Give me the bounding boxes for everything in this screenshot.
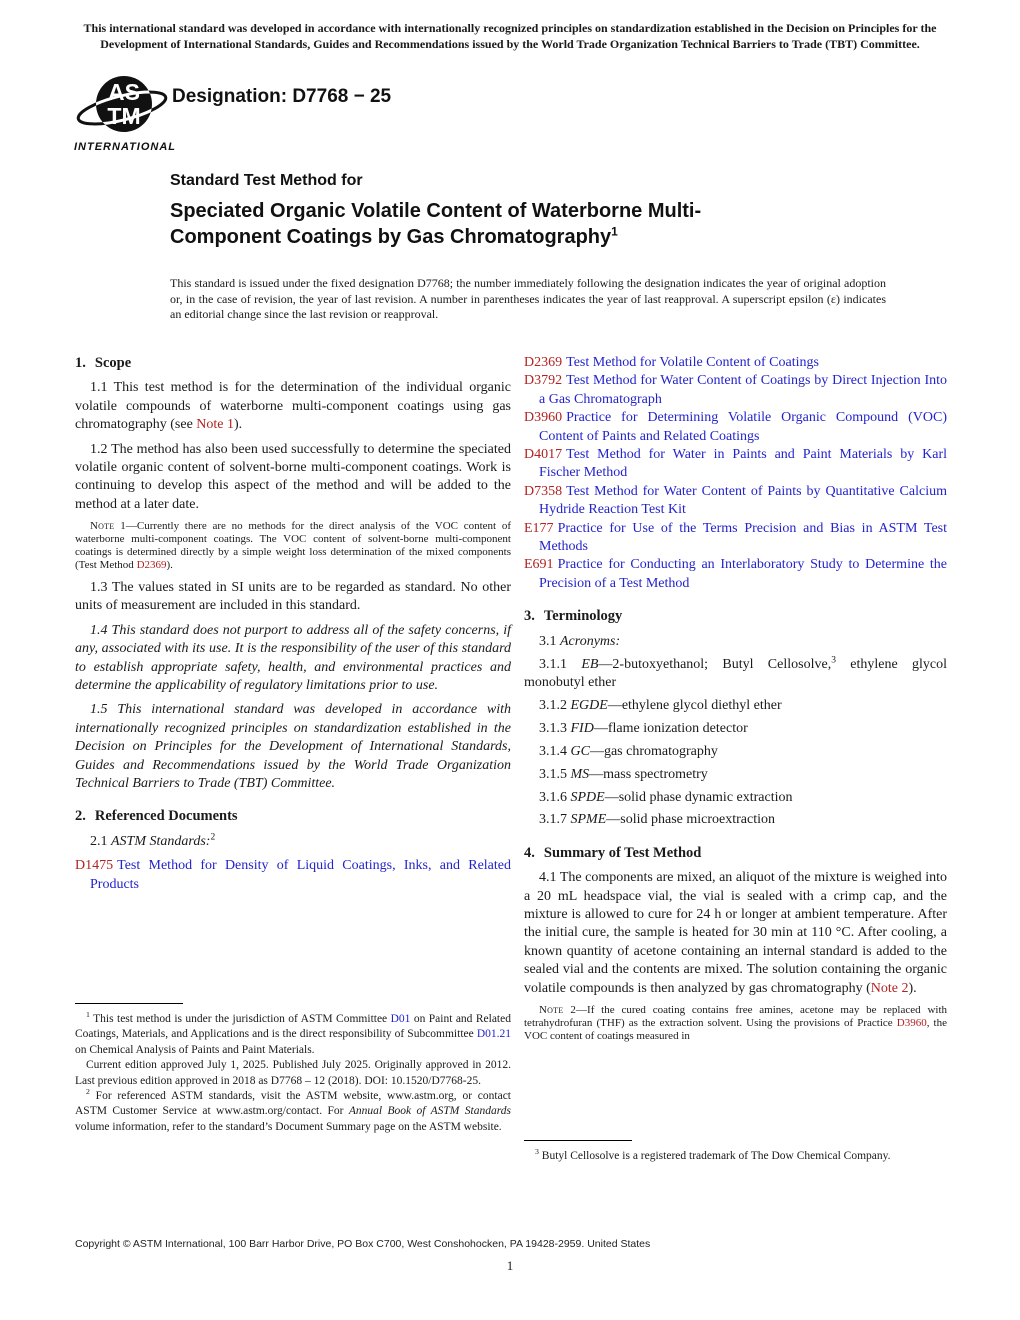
- scope-p-1-1: 1.1 This test method is for the determination of the individual organic volatile compounds of waterborne multi-component coatings using gas chromatography (see Note 1).: [75, 380, 511, 433]
- footnote-rule: [75, 1003, 183, 1004]
- standard-title-link[interactable]: Practice for Conducting an Interlaboratory Study to Determine the Precision of a Test Method: [539, 557, 947, 591]
- scope-p-1-3: 1.3 The values stated in SI units are to be regarded as standard. No other units of measurement are included in this standard.: [75, 579, 511, 614]
- referenced-standard-d3960: [524, 409, 947, 446]
- document-title: [170, 172, 910, 250]
- d3960-link[interactable]: D3960: [896, 1017, 927, 1029]
- astm-standards-lead: 2.1 ASTM Standards:$^2$: [90, 832, 216, 849]
- issued-statement: This standard is issued under the fixed designation D7768; the number immediately following the designation indicates the year of original adoption or, in the case of revision, the year of last revision. A number in parentheses indicates the year of last reapproval. A superscript epsilon (ε) indicates an editorial change since the last revision or reapproval.: [170, 276, 886, 321]
- note-1-link[interactable]: Note 1: [196, 417, 235, 433]
- standard-title-link[interactable]: Test Method for Water Content of Paints by Quantitative Calcium Hydride Reaction Test Kit: [539, 483, 947, 518]
- standard-designation-link[interactable]: D2369: [524, 355, 563, 370]
- standard-designation-link[interactable]: D3960: [524, 410, 563, 426]
- referenced-standard-e177: [524, 520, 947, 557]
- logo-letters-top: AS: [108, 79, 140, 105]
- footnote-3-marker: 3: [831, 654, 836, 665]
- standard-title-link[interactable]: Test Method for Water Content of Coatings by Direct Injection Into a Gas Chromatograph: [539, 373, 947, 407]
- scope-p-1-5: 1.5 This international standard was developed in accordance with internationally recognized principles on standardization established in the Decision on Principles for the Development of International Standards, Guides and Recommendations issued by the World Trade Organization Technical Barriers to Trade (TBT) Committee.: [75, 702, 511, 791]
- terminology-term-fid: 3.1.3 FID—flame ionization detector: [539, 720, 748, 736]
- scope-p-1-4: 1.4 This standard does not purport to address all of the safety concerns, if any, associated with its use. It is the responsibility of the user of this standard to establish appropriate safety, health, and environmental practices and determine the applicability of regulatory limitations prior to use.: [75, 622, 511, 693]
- terminology-term-egde: 3.1.2 EGDE—ethylene glycol diethyl ether: [539, 697, 782, 713]
- d01-committee-link[interactable]: D01: [390, 1013, 411, 1025]
- standard-designation-link[interactable]: E691: [524, 557, 554, 573]
- note-2: Note 2—If the cured coating contains free amines, acetone may be replaced with tetrahydrofuran (THF) as the extraction solvent. Using the provisions of Practice D3960, the VOC content of coatings measured in: [524, 1004, 948, 1042]
- footnote-rule: [524, 1140, 632, 1141]
- referenced-standard-e691: [524, 556, 947, 593]
- terminology-term-gc: 3.1.4 GC—gas chromatography: [539, 743, 718, 759]
- standard-designation-link[interactable]: D1475: [75, 858, 114, 874]
- footnote-2-marker: 2: [210, 832, 216, 843]
- standard-designation-link[interactable]: D3792: [524, 373, 563, 389]
- footnote-1: $^1$ This test method is under the jurisdiction of ASTM Committee D01 on Paint and Related Coatings, Materials, and Applications and is the direct responsibility of Subcommittee D01.21 on Chemical Analysis of Paints and Paint Materials.: [75, 1010, 511, 1056]
- left-column: [75, 352, 511, 894]
- title-footnote-marker: 1: [611, 224, 618, 239]
- terminology-term-eb: 3.1.1 EB—2-butoxyethanol; Butyl Cellosolve,$^3$ ethylene glycol monobutyl ether: [524, 654, 948, 690]
- title-line-3: Component Coatings by Gas Chromatography$^1$: [170, 224, 618, 248]
- footnote-3: $^3$ Butyl Cellosolve is a registered trademark of The Dow Chemical Company.: [535, 1147, 891, 1162]
- terminology-heading: 3. Terminology: [524, 608, 623, 625]
- footnote-1-edition: Current edition approved July 1, 2025. Published July 2025. Originally approved in 2012. Last previous edition approved in 2018 as D7768 – 12 (2018). DOI: 10.1520/D7768-25.: [75, 1059, 511, 1087]
- referenced-standard-d3792: [524, 372, 947, 409]
- referenced-documents-heading: 2. Referenced Documents: [75, 808, 238, 825]
- astm-logo: [74, 72, 264, 153]
- referenced-standard-d2369: [524, 354, 947, 372]
- logo-letters-bottom: TM: [107, 103, 141, 129]
- referenced-standard-d1475: [75, 857, 511, 894]
- designation-text: Designation: D7768 − 25: [172, 86, 392, 107]
- d2369-link[interactable]: D2369: [136, 558, 167, 571]
- summary-p-4-1: 4.1 The components are mixed, an aliquot of the mixture is weighed into a 20 mL headspace vial, the vial is sealed with a crimp cap, and the mixture is allowed to cure for 24 h or longer at ambient temperature. After the initial cure, the sample is heated for 30 min at 110 °C. After cooling, a known quantity of acetone containing an internal standard is added to the sealed vial and the contents are mixed. The solution containing the organic volatile compounds is then analyzed by gas chromatography (Note 2).: [524, 870, 947, 996]
- right-footnotes: [524, 1140, 947, 1164]
- standard-designation-link[interactable]: D4017: [524, 447, 563, 463]
- copyright-text: Copyright © ASTM International, 100 Barr Harbor Drive, PO Box C700, West Conshohocken, PA 19428-2959. United States: [75, 1238, 651, 1250]
- standard-title-link[interactable]: Test Method for Density of Liquid Coatings, Inks, and Related Products: [90, 858, 511, 892]
- note-1: Note 1—Currently there are no methods for the direct analysis of the VOC content of waterborne multi-component coatings. The VOC content of solvent-borne multi-component coatings is determined directly by a simple weight loss determination of the mixed components (Test Method D2369).: [75, 520, 511, 571]
- referenced-standard-d4017: [524, 446, 947, 483]
- terminology-acronyms-lead: 3.1 Acronyms:: [539, 633, 621, 649]
- title-kicker: Standard Test Method for: [170, 172, 363, 189]
- scope-heading: 1. Scope: [75, 355, 132, 371]
- terminology-term-spde: 3.1.6 SPDE—solid phase dynamic extraction: [539, 789, 793, 805]
- d01-21-subcommittee-link[interactable]: D01.21: [476, 1028, 511, 1041]
- title-line-2: Speciated Organic Volatile Content of Waterborne Multi-: [170, 200, 702, 222]
- standard-designation-link[interactable]: E177: [524, 520, 554, 536]
- footnote-2: $^2$ For referenced ASTM standards, visit the ASTM website, www.astm.org, or contact ASTM Customer Service at www.astm.org/contact. For Annual Book of ASTM Standards volume information, refer to the standard’s Document Summary page on the ASTM website.: [75, 1087, 511, 1133]
- standard-designation-link[interactable]: D7358: [524, 483, 563, 499]
- standard-title-link[interactable]: Practice for Determining Volatile Organic Compound (VOC) Content of Paints and Related Coatings: [539, 410, 947, 444]
- logo-international-label: INTERNATIONAL: [74, 141, 177, 153]
- summary-heading: 4. Summary of Test Method: [524, 844, 702, 861]
- right-column: [524, 352, 947, 1050]
- page-number: 1: [506, 1258, 514, 1273]
- standard-title-link[interactable]: Test Method for Water in Paints and Paint Materials by Karl Fischer Method: [539, 447, 947, 481]
- terminology-term-ms: 3.1.5 MS—mass spectrometry: [539, 766, 708, 782]
- astm-globe-icon: [74, 72, 170, 138]
- left-footnotes: [75, 1003, 511, 1135]
- standard-title-link[interactable]: Test Method for Volatile Content of Coatings: [566, 355, 819, 370]
- scope-p-1-2: 1.2 The method has also been used successfully to determine the speciated volatile organic content of solvent-borne multi-component coatings. Work is continuing to develop this aspect of the method and will be added to the method at a later date.: [75, 441, 511, 512]
- terminology-term-spme: 3.1.7 SPME—solid phase microextraction: [539, 812, 775, 828]
- referenced-standard-d7358: [524, 483, 947, 520]
- header-disclaimer: This international standard was developed in accordance with internationally recognized principles on standardization established in the Decision on Principles for the Development of International Standards, Guides and Recommendations issued by the World Trade Organization Technical Barriers to Trade (TBT) Committee.: [83, 21, 937, 51]
- note-2-link[interactable]: Note 2: [870, 980, 909, 996]
- standard-title-link[interactable]: Practice for Use of the Terms Precision and Bias in ASTM Test Methods: [539, 520, 947, 555]
